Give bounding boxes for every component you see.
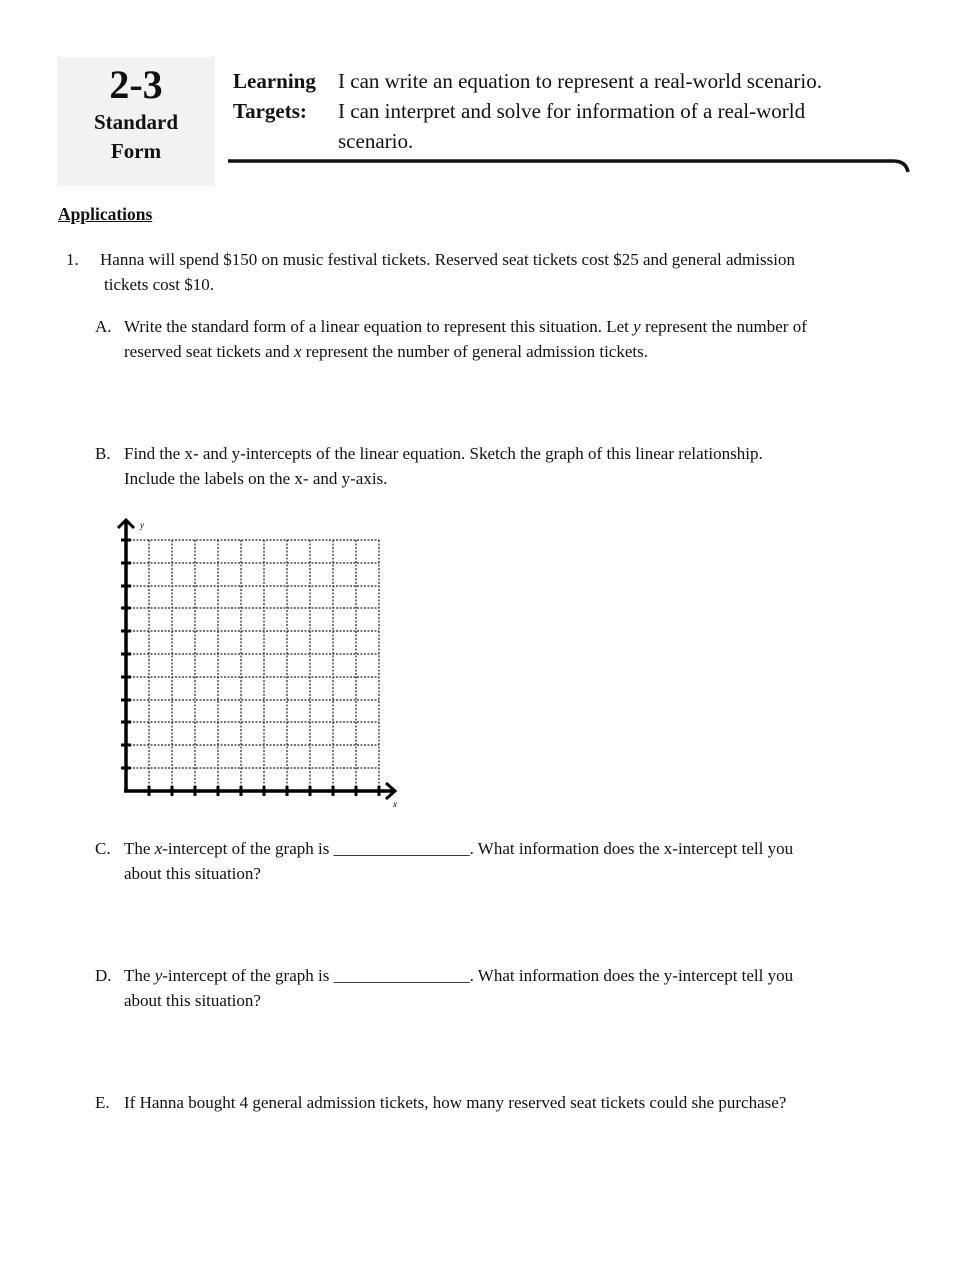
part-b-letter: B. <box>95 444 111 463</box>
b-line2: Include the labels on the x- and y-axis. <box>124 469 388 488</box>
part-e-text: If Hanna bought 4 general admission tickets, how many reserved seat tickets could she purchase? <box>124 1093 787 1112</box>
coordinate-grid[interactable] <box>112 513 407 813</box>
d-text: -intercept of the graph is ________________. What information does the y-intercept tell you <box>162 966 794 985</box>
a-text: represent the number of <box>640 317 807 336</box>
c-text: -intercept of the graph is ________________. What information does the x-intercept tell you <box>162 839 794 858</box>
part-d-letter: D. <box>95 966 112 985</box>
question-number: 1. <box>66 250 79 269</box>
target-2: I can interpret and solve for information of a real-world <box>338 99 806 123</box>
label-line1: Learning <box>233 69 316 93</box>
q1-line1: Hanna will spend $150 on music festival tickets. Reserved seat tickets cost $25 and general admission <box>100 250 795 269</box>
target-2-cont: scenario. <box>338 129 414 153</box>
x-axis-label: x <box>393 799 397 809</box>
lesson-number: 2-3 <box>109 62 163 107</box>
c-line2: about this situation? <box>124 864 261 883</box>
var-y: y <box>154 966 163 985</box>
c-text: The <box>124 839 155 858</box>
part-a-text <box>124 314 914 364</box>
a-text: Write the standard form of a linear equation to represent this situation. Let <box>124 317 634 336</box>
tick-marks <box>121 540 379 796</box>
lesson-box <box>57 57 215 186</box>
part-b-text <box>124 441 914 491</box>
var-x: x <box>293 342 302 361</box>
d-text: The <box>124 966 155 985</box>
axes <box>118 520 395 799</box>
y-axis-label: y <box>140 520 144 530</box>
part-e-letter: E. <box>95 1093 110 1112</box>
a-text: represent the number of general admission tickets. <box>301 342 648 361</box>
d-line2: about this situation? <box>124 991 261 1010</box>
header-rule <box>228 156 918 178</box>
lesson-title-line1: Standard <box>93 110 179 134</box>
part-c-letter: C. <box>95 839 111 858</box>
b-line1: Find the x- and y-intercepts of the linear equation. Sketch the graph of this linear relationship. <box>124 444 763 463</box>
q1-line2: tickets cost $10. <box>104 275 215 294</box>
part-d-text <box>124 963 914 1013</box>
var-x: x <box>154 839 163 858</box>
section-heading: Applications <box>58 204 153 224</box>
lesson-title-line2: Form <box>110 139 162 163</box>
label-line2: Targets: <box>233 99 307 123</box>
learning-targets-label <box>233 66 316 126</box>
question-1-text <box>100 247 910 297</box>
learning-targets-text <box>338 66 878 156</box>
var-y: y <box>633 317 641 336</box>
target-1: I can write an equation to represent a real-world scenario. <box>338 69 822 93</box>
a-text: reserved seat tickets and <box>124 342 294 361</box>
part-c-text <box>124 836 914 886</box>
part-a-letter: A. <box>95 317 112 336</box>
grid-lines <box>126 540 379 789</box>
